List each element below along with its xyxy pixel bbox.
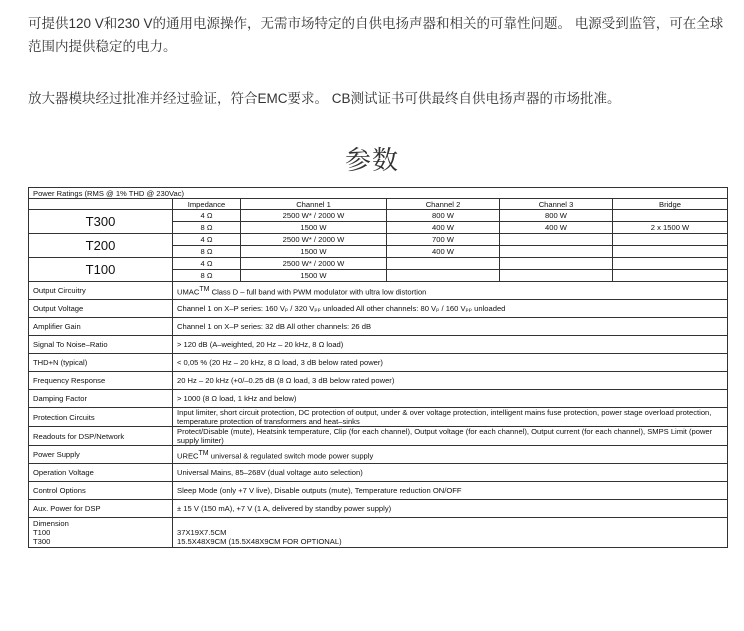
spec-label-damping-factor: Damping Factor xyxy=(29,390,173,408)
channel-2-cell xyxy=(387,258,500,270)
header-channel-2: Channel 2 xyxy=(387,199,500,210)
header-bridge: Bridge xyxy=(613,199,728,210)
spec-table xyxy=(28,187,728,548)
spec-value-amplifier-gain: Channel 1 on X–P series: 32 dB All other channels: 26 dB xyxy=(173,318,728,336)
channel-1-cell: 1500 W xyxy=(241,270,387,282)
impedance-cell: 8 Ω xyxy=(173,246,241,258)
channel-1-cell: 2500 W* / 2000 W xyxy=(241,258,387,270)
spec-value-damping-factor: > 1000 (8 Ω load, 1 kHz and below) xyxy=(173,390,728,408)
channel-3-cell xyxy=(500,246,613,258)
spec-label-snr: Signal To Noise–Ratio xyxy=(29,336,173,354)
channel-3-cell: 800 W xyxy=(500,210,613,222)
intro-paragraph-1: 可提供120 V和230 V的通用电源操作，无需市场特定的自供电扬声器和相关的可靠性问题。 电源受到监管，可在全球范围内提供稳定的电力。 xyxy=(28,16,724,54)
spec-label-output-voltage: Output Voltage xyxy=(29,300,173,318)
model-name: T100 xyxy=(29,258,173,282)
bridge-cell: 2 x 1500 W xyxy=(613,222,728,234)
channel-2-cell: 800 W xyxy=(387,210,500,222)
channel-2-cell: 400 W xyxy=(387,222,500,234)
channel-3-cell: 400 W xyxy=(500,222,613,234)
impedance-cell: 4 Ω xyxy=(173,258,241,270)
dimension-label: Dimension xyxy=(33,519,69,528)
section-title: 参数 xyxy=(344,145,399,175)
model-name: T300 xyxy=(29,210,173,234)
bridge-cell xyxy=(613,270,728,282)
impedance-cell: 4 Ω xyxy=(173,210,241,222)
spec-label-protection: Protection Circuits xyxy=(29,408,173,427)
channel-1-cell: 1500 W xyxy=(241,222,387,234)
bridge-cell xyxy=(613,246,728,258)
power-ratings-title: Power Ratings (RMS @ 1% THD @ 230Vac) xyxy=(29,188,728,199)
channel-3-cell xyxy=(500,258,613,270)
spec-value-protection: Input limiter, short circuit protection, DC protection of output, under & over voltage protection, intelligent mains fuse protection, power stage overload protection, temperature protection of transformers and heat–sinks xyxy=(173,408,728,427)
dimension-value: 37X19X7.5CM xyxy=(177,527,227,537)
spec-value-dimension xyxy=(173,518,728,548)
spec-value-snr: > 120 dB (A–weighted, 20 Hz – 20 kHz, 8 Ω load) xyxy=(173,336,728,354)
spec-label-readouts: Readouts for DSP/Network xyxy=(29,427,173,446)
header-model xyxy=(29,199,173,210)
header-impedance: Impedance xyxy=(173,199,241,210)
spec-label-output-circuitry: Output Circuitry xyxy=(29,282,173,300)
channel-3-cell xyxy=(500,270,613,282)
bridge-cell xyxy=(613,210,728,222)
spec-value-aux-power: ± 15 V (150 mA), +7 V (1 A, delivered by standby power supply) xyxy=(173,500,728,518)
channel-1-cell: 2500 W* / 2000 W xyxy=(241,210,387,222)
spec-value-thd: < 0,05 % (20 Hz – 20 kHz, 8 Ω load, 3 dB below rated power) xyxy=(173,354,728,372)
channel-2-cell: 700 W xyxy=(387,234,500,246)
impedance-cell: 4 Ω xyxy=(173,234,241,246)
dimension-model: T300 xyxy=(33,537,51,546)
spec-label-aux-power: Aux. Power for DSP xyxy=(29,500,173,518)
spec-label-operation-voltage: Operation Voltage xyxy=(29,464,173,482)
spec-value-frequency-response: 20 Hz – 20 kHz (+0/–0.25 dB (8 Ω load, 3 dB below rated power) xyxy=(173,372,728,390)
dimension-value: 15.5X48X9CM (15.5X48X9CM FOR OPTIONAL) xyxy=(177,536,342,546)
spec-label-control-options: Control Options xyxy=(29,482,173,500)
channel-3-cell xyxy=(500,234,613,246)
spec-value-power-supply: URECTM universal & regulated switch mode power supply xyxy=(173,446,728,464)
dimension-model: T100 xyxy=(33,528,51,537)
spec-value-output-voltage: Channel 1 on X–P series: 160 Vₚ / 320 Vₚₚ unloaded All other channels: 80 Vₚ / 160 Vₚₚ unloaded xyxy=(173,300,728,318)
bridge-cell xyxy=(613,234,728,246)
header-channel-3: Channel 3 xyxy=(500,199,613,210)
bridge-cell xyxy=(613,258,728,270)
spec-value-operation-voltage: Universal Mains, 85–268V (dual voltage auto selection) xyxy=(173,464,728,482)
spec-value-output-circuitry: UMACTM Class D – full band with PWM modulator with ultra low distortion xyxy=(173,282,728,300)
spec-label-amplifier-gain: Amplifier Gain xyxy=(29,318,173,336)
spec-label-power-supply: Power Supply xyxy=(29,446,173,464)
impedance-cell: 8 Ω xyxy=(173,270,241,282)
intro-paragraph-2: 放大器模块经过批准并经过验证，符合EMC要求。 CB测试证书可供最终自供电扬声器的市场批准。 xyxy=(28,91,621,106)
channel-1-cell: 2500 W* / 2000 W xyxy=(241,234,387,246)
spec-value-readouts: Protect/Disable (mute), Heatsink temperature, Clip (for each channel), Output voltage (for each channel), Output current (for each channel), SMPS Limit (power supply limiter) xyxy=(173,427,728,446)
spec-label-frequency-response: Frequency Response xyxy=(29,372,173,390)
header-channel-1: Channel 1 xyxy=(241,199,387,210)
spec-label-dimension xyxy=(29,518,173,548)
spec-label-thd: THD+N (typical) xyxy=(29,354,173,372)
spec-value-control-options: Sleep Mode (only +7 V live), Disable outputs (mute), Temperature reduction ON/OFF xyxy=(173,482,728,500)
channel-1-cell: 1500 W xyxy=(241,246,387,258)
channel-2-cell: 400 W xyxy=(387,246,500,258)
model-name: T200 xyxy=(29,234,173,258)
impedance-cell: 8 Ω xyxy=(173,222,241,234)
channel-2-cell xyxy=(387,270,500,282)
